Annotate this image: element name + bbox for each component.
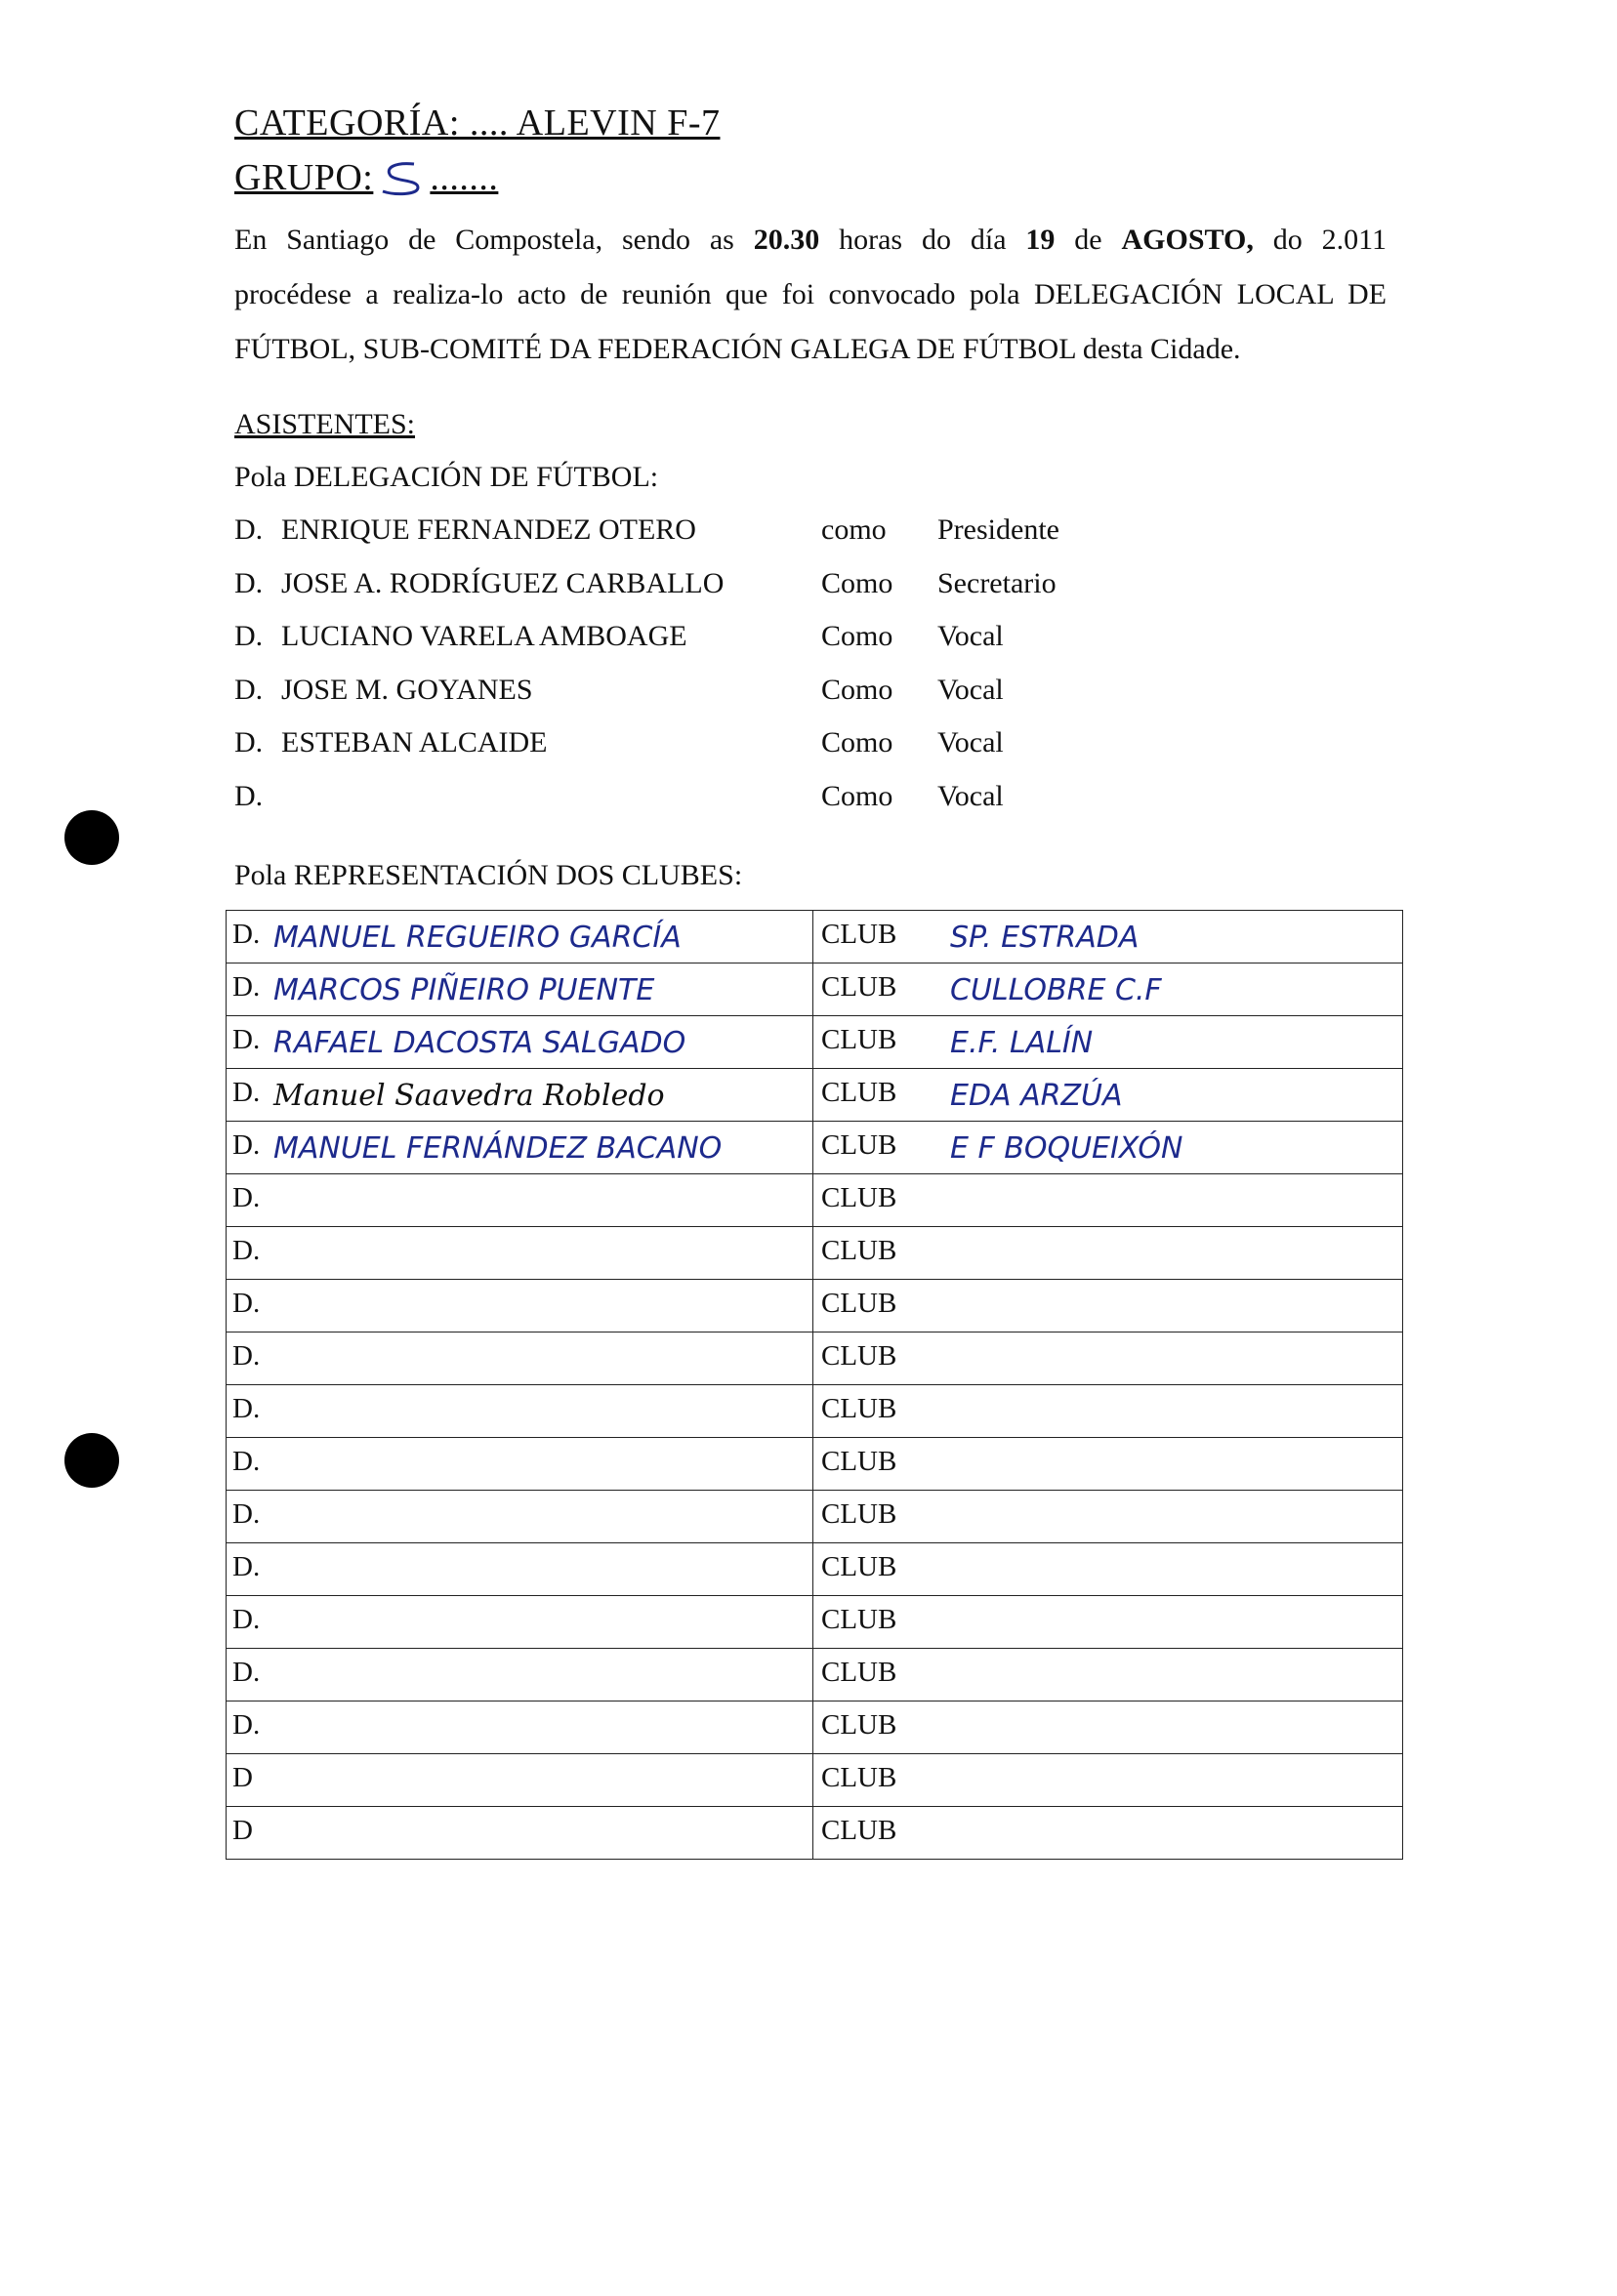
club-row [227, 1016, 1403, 1069]
representative-cell[interactable] [227, 1385, 813, 1438]
club-row [227, 1227, 1403, 1280]
representative-cell[interactable] [227, 964, 813, 1016]
club-cell[interactable] [813, 1754, 1403, 1807]
row-prefix: D. [232, 1024, 261, 1055]
club-cell[interactable] [813, 964, 1403, 1016]
group-label: GRUPO: [234, 157, 374, 198]
representative-cell[interactable] [227, 1122, 813, 1174]
member-row [234, 513, 1211, 553]
punch-hole-bottom [64, 1433, 119, 1488]
member-como: Como [821, 566, 893, 599]
representative-cell[interactable] [227, 1491, 813, 1543]
representative-cell[interactable] [227, 1702, 813, 1754]
representative-cell[interactable] [227, 1754, 813, 1807]
representative-cell[interactable] [227, 1332, 813, 1385]
representative-cell[interactable] [227, 1227, 813, 1280]
club-row [227, 1385, 1403, 1438]
club-label: CLUB [821, 1235, 897, 1266]
club-row [227, 1754, 1403, 1807]
representative-cell[interactable] [227, 1543, 813, 1596]
row-prefix: D. [232, 1129, 261, 1161]
handwritten-club-name: E F BOQUEIXÓN [950, 1131, 1183, 1166]
representative-cell[interactable] [227, 1174, 813, 1227]
row-prefix: D. [232, 1604, 261, 1635]
clubes-label: Pola REPRESENTACIÓN DOS CLUBES: [234, 859, 743, 891]
member-name: ENRIQUE FERNANDEZ OTERO [281, 513, 696, 546]
row-prefix: D. [232, 1393, 261, 1424]
member-prefix: D. [234, 513, 264, 546]
club-cell[interactable] [813, 1438, 1403, 1491]
member-role: Vocal [937, 780, 1004, 812]
club-row [227, 1543, 1403, 1596]
member-como: Como [821, 673, 893, 706]
handwritten-club-name: EDA ARZÚA [950, 1079, 1123, 1113]
intro-line: procédese a realiza-lo acto de reunión que foi convocado pola DELEGACIÓN LOCAL DE [234, 278, 1387, 310]
row-prefix: D. [232, 1288, 261, 1319]
intro-paragraph [234, 213, 1387, 377]
club-cell[interactable] [813, 1280, 1403, 1332]
member-row [234, 567, 1211, 606]
member-name: LUCIANO VARELA AMBOAGE [281, 620, 687, 653]
row-prefix: D [232, 1762, 253, 1793]
club-cell[interactable] [813, 1385, 1403, 1438]
member-name: ESTEBAN ALCAIDE [281, 726, 548, 759]
handwritten-club-name: SP. ESTRADA [950, 921, 1140, 955]
club-row [227, 1332, 1403, 1385]
handwritten-representative-name: MANUEL REGUEIRO GARCÍA [273, 921, 682, 955]
club-label: CLUB [821, 1182, 897, 1213]
group-heading [234, 156, 498, 199]
member-row [234, 726, 1211, 765]
delegacion-label: Pola DELEGACIÓN DE FÚTBOL: [234, 461, 659, 493]
representative-cell[interactable] [227, 1807, 813, 1860]
representative-cell[interactable] [227, 1016, 813, 1069]
handwritten-representative-name: MANUEL FERNÁNDEZ BACANO [273, 1131, 723, 1166]
member-prefix: D. [234, 726, 264, 759]
member-prefix: D. [234, 566, 264, 599]
row-prefix: D. [232, 1235, 261, 1266]
row-prefix: D. [232, 1182, 261, 1213]
club-row [227, 1069, 1403, 1122]
member-name: JOSE A. RODRÍGUEZ CARBALLO [281, 566, 725, 599]
handwritten-representative-name: Manuel Saavedra Robledo [273, 1079, 665, 1113]
club-cell[interactable] [813, 1491, 1403, 1543]
club-label: CLUB [821, 1709, 897, 1741]
row-prefix: D. [232, 1340, 261, 1372]
club-label: CLUB [821, 1446, 897, 1477]
category-heading: CATEGORÍA: .... ALEVIN F-7 [234, 102, 721, 144]
club-row [227, 1438, 1403, 1491]
representative-cell[interactable] [227, 1438, 813, 1491]
handwritten-representative-name: RAFAEL DACOSTA SALGADO [273, 1026, 686, 1060]
club-row [227, 1702, 1403, 1754]
row-prefix: D [232, 1815, 253, 1846]
asistentes-title: ASISTENTES: [234, 408, 416, 440]
member-prefix: D. [234, 780, 264, 812]
club-row [227, 1174, 1403, 1227]
clubs-table [226, 910, 1403, 1860]
punch-hole-top [64, 810, 119, 865]
club-row [227, 911, 1403, 964]
member-como: Como [821, 620, 893, 653]
row-prefix: D. [232, 919, 261, 950]
club-label: CLUB [821, 1604, 897, 1635]
member-role: Vocal [937, 726, 1004, 759]
member-role: Presidente [937, 513, 1059, 546]
club-cell[interactable] [813, 1543, 1403, 1596]
club-row [227, 1491, 1403, 1543]
club-label: CLUB [821, 1340, 897, 1372]
club-cell[interactable] [813, 1016, 1403, 1069]
intro-line: En Santiago de Compostela, sendo as 20.30 horas do día 19 de AGOSTO, do 2.011 [234, 224, 1387, 256]
member-role: Vocal [937, 673, 1004, 706]
club-cell[interactable] [813, 911, 1403, 964]
row-prefix: D. [232, 1551, 261, 1582]
club-row [227, 964, 1403, 1016]
club-label: CLUB [821, 971, 897, 1003]
club-label: CLUB [821, 1129, 897, 1161]
row-prefix: D. [232, 1446, 261, 1477]
member-row [234, 620, 1211, 659]
club-cell[interactable] [813, 1332, 1403, 1385]
representative-cell[interactable] [227, 911, 813, 964]
intro-line: FÚTBOL, SUB-COMITÉ DA FEDERACIÓN GALEGA DE FÚTBOL desta Cidade. [234, 333, 1241, 365]
member-row [234, 780, 1211, 819]
club-cell[interactable] [813, 1122, 1403, 1174]
row-prefix: D. [232, 1657, 261, 1688]
club-label: CLUB [821, 919, 897, 950]
member-role: Vocal [937, 620, 1004, 653]
member-role: Secretario [937, 566, 1057, 599]
representative-cell[interactable] [227, 1596, 813, 1649]
club-row [227, 1807, 1403, 1860]
row-prefix: D. [232, 1077, 261, 1108]
club-cell[interactable] [813, 1702, 1403, 1754]
club-row [227, 1649, 1403, 1702]
club-row [227, 1280, 1403, 1332]
member-prefix: D. [234, 620, 264, 653]
member-como: Como [821, 726, 893, 759]
representative-cell[interactable] [227, 1069, 813, 1122]
member-name: JOSE M. GOYANES [281, 673, 533, 706]
representative-cell[interactable] [227, 1649, 813, 1702]
club-row [227, 1122, 1403, 1174]
club-label: CLUB [821, 1393, 897, 1424]
member-prefix: D. [234, 673, 264, 706]
club-label: CLUB [821, 1077, 897, 1108]
club-label: CLUB [821, 1024, 897, 1055]
club-label: CLUB [821, 1762, 897, 1793]
club-label: CLUB [821, 1657, 897, 1688]
group-dots: ....... [430, 157, 499, 198]
club-cell[interactable] [813, 1649, 1403, 1702]
member-row [234, 674, 1211, 713]
club-cell[interactable] [813, 1807, 1403, 1860]
club-label: CLUB [821, 1288, 897, 1319]
row-prefix: D. [232, 1498, 261, 1530]
row-prefix: D. [232, 971, 261, 1003]
row-prefix: D. [232, 1709, 261, 1741]
club-label: CLUB [821, 1551, 897, 1582]
member-como: Como [821, 780, 893, 812]
club-cell[interactable] [813, 1069, 1403, 1122]
club-label: CLUB [821, 1815, 897, 1846]
club-cell[interactable] [813, 1596, 1403, 1649]
club-label: CLUB [821, 1498, 897, 1530]
handwritten-representative-name: MARCOS PIÑEIRO PUENTE [273, 973, 655, 1007]
representative-cell[interactable] [227, 1280, 813, 1332]
club-cell[interactable] [813, 1227, 1403, 1280]
handwritten-club-name: CULLOBRE C.F [950, 973, 1162, 1007]
club-row [227, 1596, 1403, 1649]
handwritten-club-name: E.F. LALÍN [950, 1026, 1094, 1060]
club-cell[interactable] [813, 1174, 1403, 1227]
member-como: como [821, 513, 887, 546]
